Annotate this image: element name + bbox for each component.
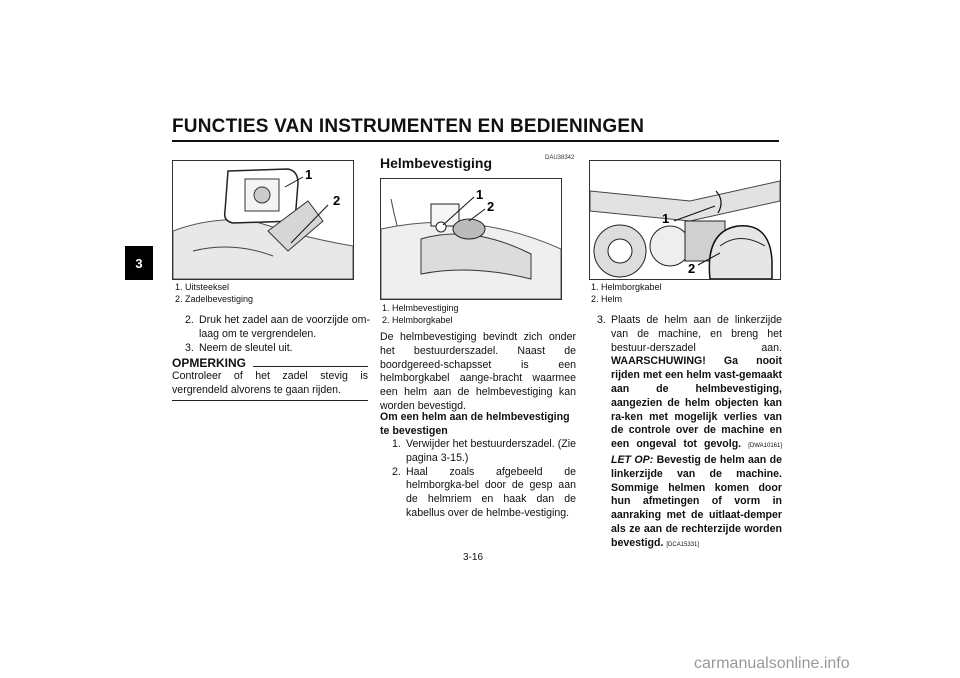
step-text: Druk het zadel aan de voorzijde om-laag om te vergrendelen. xyxy=(199,314,370,340)
figure-seat-lock xyxy=(172,160,354,280)
caution-label: LET OP: xyxy=(611,453,654,466)
col1-step-2 xyxy=(185,314,370,342)
col3-step-3 xyxy=(597,314,782,553)
step-number: 3. xyxy=(597,314,606,326)
section-title: Helmbevestiging xyxy=(380,155,493,171)
note-text: Controleer of het zadel stevig is vergrendeld alvorens te gaan rijden. xyxy=(172,370,368,396)
step-text: Verwijder het bestuurderszadel. (Zie pagina 3-15.) xyxy=(406,438,576,464)
step-text: Haal zoals afgebeeld de helmborgka-bel door de gesp aan de helmriem en haak dan de kabellus over de helmbe-vestiging. xyxy=(406,465,576,519)
page-number: 3-16 xyxy=(463,552,484,563)
col3-step-3-row xyxy=(597,314,782,553)
figure3-callout-2: 2 xyxy=(688,261,696,276)
procedure-subheading: Om een helm aan de helmbevestiging te bevestigen xyxy=(380,411,570,437)
col2-step-2 xyxy=(392,466,576,521)
section-intro: De helmbevestiging bevindt zich onder het bestuurderszadel. Naast de boordgereed-schapsset is een helmborgkabel aange-bracht waarmee een helm aan de helmbevestiging kan worden bevestigd. xyxy=(380,331,576,412)
step-text xyxy=(611,314,782,553)
figure2-caption-1: 1. Helmbevestiging xyxy=(382,303,459,313)
figure2-callout-2: 2 xyxy=(487,199,495,214)
page-title: FUNCTIES VAN INSTRUMENTEN EN BEDIENINGEN xyxy=(172,116,645,137)
col1-steps xyxy=(185,314,370,355)
figure3-caption-2: 2. Helm xyxy=(591,294,623,304)
caution-code: [DCA15331] xyxy=(666,541,700,548)
col2-step-1 xyxy=(392,438,576,466)
seat-lock-illustration xyxy=(173,161,353,279)
note-heading-rule xyxy=(253,366,368,367)
caution-text: Bevestig de helm aan de linkerzijde van de machine. Sommige helmen komen door hun afmetingen of vorm in aanraking met de uitlaat-demper als ze aan de rechterzijde worden bevestigd. xyxy=(611,453,783,549)
step-3-text: Plaats de helm aan de linkerzijde van de machine, en breng het bestuur-derszadel aan. xyxy=(611,314,782,354)
helmet-attached-illustration xyxy=(590,161,780,279)
step-number: 2. xyxy=(392,465,401,478)
figure1-captions xyxy=(175,281,253,305)
watermark: carmanualsonline.info xyxy=(694,655,850,672)
figure1-callout-1: 1 xyxy=(305,167,313,182)
note-heading: OPMERKING xyxy=(172,356,247,370)
step-text: Neem de sleutel uit. xyxy=(199,341,293,354)
figure2-captions xyxy=(382,302,459,326)
figure3-caption-1: 1. Helmborgkabel xyxy=(591,282,662,292)
figure3-callout-1: 1 xyxy=(662,211,670,226)
warning-label: WAARSCHUWING! xyxy=(611,355,706,368)
figure-helmet-attached xyxy=(589,160,781,280)
col2-steps xyxy=(392,438,576,521)
chapter-tab: 3 xyxy=(125,246,153,280)
step-number: 2. xyxy=(185,314,194,326)
title-rule xyxy=(172,140,779,142)
step-number: 3. xyxy=(185,341,194,354)
helmet-holder-illustration xyxy=(381,179,561,299)
figure-helmet-holder xyxy=(380,178,562,300)
section-code: DAU38342 xyxy=(545,155,575,161)
figure1-caption-2: 2. Zadelbevestiging xyxy=(175,294,254,304)
figure2-callout-1: 1 xyxy=(476,187,484,202)
warning-code: [DWA10161] xyxy=(748,443,782,450)
warning-text: Ga nooit rijden met een helm vast-gemaakt aan de helmbevestiging, aangezien de helm objecten kan ra-ken met mogelijk verlies van de controle over de machine en een ongeval tot gevolg. xyxy=(611,355,782,451)
figure2-caption-2: 2. Helmborgkabel xyxy=(382,315,453,325)
col1-step-3 xyxy=(185,342,370,356)
note-bottom-rule xyxy=(172,400,368,401)
figure3-captions xyxy=(591,281,662,305)
figure1-callout-2: 2 xyxy=(333,193,341,208)
step-number: 1. xyxy=(392,438,401,450)
figure1-caption-1: 1. Uitsteeksel xyxy=(175,282,230,292)
